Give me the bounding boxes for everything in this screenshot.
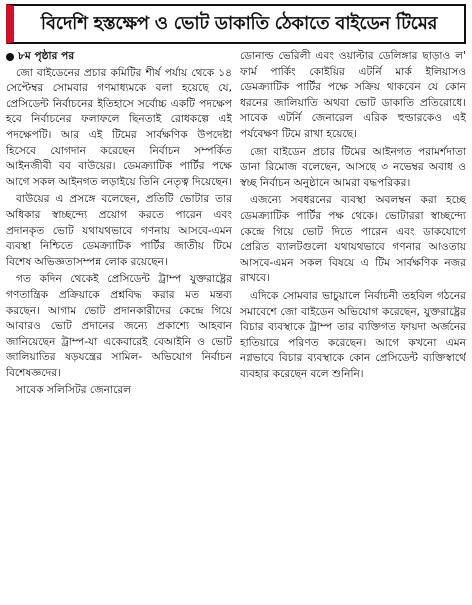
- paragraph: এদিকে সোমবার ভাচুয়ালে নির্বাচনী তহবিল গঠনের সমাবেশে জো বাইডেন অভিযোগ করেছেন, যুক্তরাষ্ট্রের বিচার ব্যবস্থাকে ট্রাম্প তার ব্যক্তিগত ফায়দা অর্জনের হাতিয়ারে পরিণত করেছেন। আগে কখনো এমন নগ্নভাবে বিচার ব্যবস্থাকে কোন প্রেসিডেন্ট ব্যক্তিস্বার্থে ব্যবহার করেছেন বলে শুনিনি।: [240, 289, 466, 380]
- article-headline: বিদেশি হস্তক্ষেপ ও ভোট ডাকাতি ঠেকাতে বাইডেন টিমের: [6, 4, 466, 44]
- paragraph: জো বাইডেন প্রচার টিমের আইনগত পরামর্শদাতা ডানা রিমোজ বলেছেন, আসছে ৩ নভেম্বর অবাধ ও স্বচ্ছ নির্বাচন অনুষ্ঠানে আমরা বদ্ধপরিকর।: [240, 145, 466, 189]
- paragraph: বাউয়ের এ প্রসঙ্গে বলেছেন, প্রতিটি ভোটার তার অধিকার স্বাচ্ছন্দ্যে প্রয়োগ করতে পারেন এবং প্রদানকৃত ভোট যথাযথভাবে গণনায় আসবে-এমন ব্যবস্থা নিশ্চিতে ডেমক্র্যাটিক পার্টির জাতীয় টিমে বিশেষ অভিজ্ঞতাসম্পন্ন লোক রয়েছেন।: [6, 193, 232, 268]
- article-body: [6, 49, 466, 599]
- left-column: [6, 49, 232, 599]
- paragraph: সাবেক সলিসিটর জেনারেল: [16, 384, 132, 397]
- right-column: [240, 49, 466, 599]
- paragraph: এজন্যে সবধরনের ব্যবস্থা অবলম্বন করা হচ্ছে ডেমক্র্যাটিক পার্টির পক্ষ থেকে। ভোটাররা স্বাচ্ছন্দ্যে কেন্দ্রে গিয়ে ভোট দিতে পারেন এবং ডাকযোগে প্রেরিত ব্যালটগুলো যথাযথভাবে গণনার আওতায় আসবে-এমন সকল বিষয়ে এ টিম সার্বক্ষণিক নজর রাখবে।: [240, 194, 466, 285]
- paragraph: জো বাইডেনের প্রচার কমিটির শীর্ষ পর্যায় থেকে ১৪ সেপ্টেম্বর সোমবার গণমাধ্যমকে বলা হয়েছে যে, প্রেসিডেন্ট নির্বাচনের ইতিহাসে সর্বোচ্চ একটি পদক্ষেপ হবে নির্বাচনের ফলাফলে ছিনতাই রোধকল্পে এই পদক্ষেপটি। আর এই টিমের সার্বক্ষণিক উপদেষ্টা হিসেবে যোগদান করেছেন নির্বাচন সম্পর্কিত আইনজীবী বব বাউয়ের। ডেমক্র্যাটিক পার্টির পক্ষে আগে সকল আইনগত লড়াইয়ে তিনি নেতৃত্ব দিয়েছেন।: [6, 66, 232, 188]
- paragraph: ডোনাল্ড ভেরিলী এবং ওয়াল্টার ডেলিঙ্গার ছাড়াও ল' ফার্ম পার্কিং কোইয়ির এটর্নি মার্ক ইলিয়াসও ডেমক্র্যাটিক পার্টির পক্ষে সক্রিয় থাকবেন যে কোন ধরনের জালিয়াতি অথবা ভোট ডাকাতি প্রতিরোধে। সাবেক এটর্নি জেনারেল এরিক হুল্ডারকেও এই পর্যবেক্ষণ টিমে রাখা হয়েছে।: [240, 50, 466, 140]
- continued-from-label: ৮ম পৃষ্ঠার পর: [18, 50, 75, 62]
- paragraph: গত কদিন থেকেই প্রেসিডেন্ট ট্রাম্প যুক্তরাষ্ট্রের গণতান্ত্রিক প্রক্রিয়াকে প্রশ্নবিদ্ধ করার মত মন্তব্য করছেন। আগাম ভোট প্রদানকারীদের কেন্দ্রে গিয়ে আবারও ভোট প্রদানের জন্যে প্রকাশ্যে আহবান জানিয়েছেন ট্রাম্প-যা একেবারেই বেআইনি ও ভোট জালিয়াতির ষড়যন্ত্রের সামিল- অভিযোগ নির্বাচন বিশেষজ্ঞদের।: [6, 273, 232, 379]
- continued-from-marker: [6, 49, 232, 65]
- bullet-icon: [6, 53, 14, 61]
